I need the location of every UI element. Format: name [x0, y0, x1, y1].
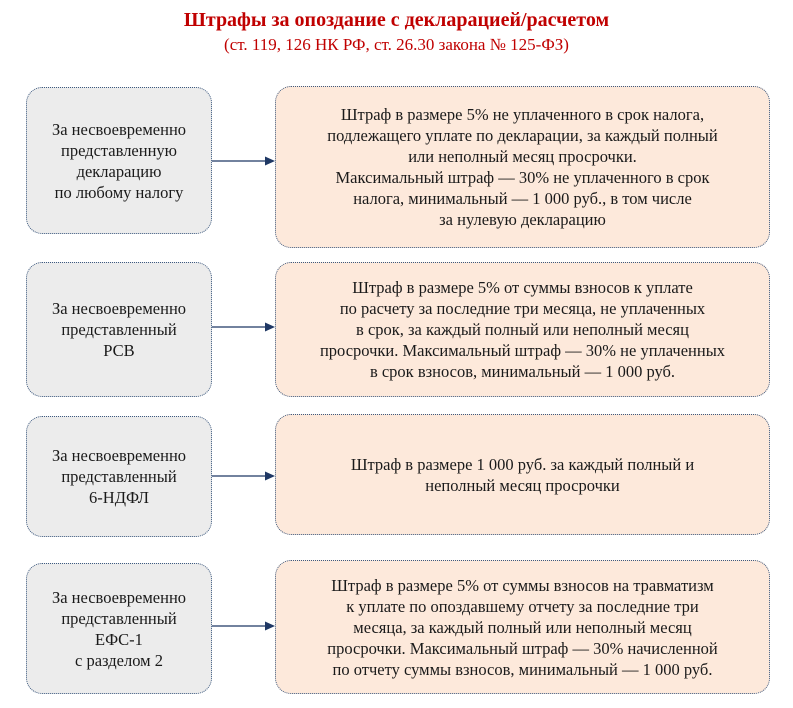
- penalty-text: Штраф в размере 5% не уплаченного в срок налога, подлежащего уплате по декларации, за каждый полный или неполный месяц просрочки. Максимальный штраф — 30% не уплаченного в срок налога, минимальный — 1 000 руб., в том числе за нулевую декларацию: [327, 105, 718, 229]
- arrow-connector: [212, 621, 275, 631]
- page-subtitle: (ст. 119, 126 НК РФ, ст. 26.30 закона № 125-ФЗ): [224, 35, 569, 54]
- violation-label: За несвоевременно представленный 6-НДФЛ: [51, 446, 187, 507]
- penalty-box-6ndfl: [275, 414, 770, 535]
- arrow-connector: [212, 471, 275, 481]
- violation-box-rsv: [26, 262, 212, 397]
- penalty-text: Штраф в размере 1 000 руб. за каждый полный и неполный месяц просрочки: [350, 454, 695, 495]
- violation-label: За несвоевременно представленный ЕФС-1 с разделом 2: [51, 587, 187, 670]
- page-title: Штрафы за опоздание с декларацией/расчетом: [183, 9, 610, 31]
- penalty-box-declaration: [275, 86, 770, 248]
- violation-box-6ndfl: [26, 416, 212, 537]
- penalty-text: Штраф в размере 5% от суммы взносов к уплате по расчету за последние три месяца, не уплаченных в срок, за каждый полный или неполный месяц просрочки. Максимальный штраф — 30% не уплаченных в срок взносов, минимальный — 1 000 руб.: [319, 278, 726, 381]
- penalty-box-rsv: [275, 262, 770, 397]
- violation-label: За несвоевременно представленную декларацию по любому налогу: [51, 119, 187, 202]
- violation-box-declaration: [26, 87, 212, 234]
- arrow-connector: [212, 322, 275, 332]
- violation-box-efs1: [26, 563, 212, 694]
- arrow-connector: [212, 156, 275, 166]
- penalty-box-efs1: [275, 560, 770, 694]
- violation-label: За несвоевременно представленный РСВ: [51, 299, 187, 360]
- penalty-text: Штраф в размере 5% от суммы взносов на травматизм к уплате по опоздавшему отчету за последние три месяца, за каждый полный или неполный месяц просрочки. Максимальный штраф — 30% начисленной по отчету суммы взносов, минимальный — 1 000 руб.: [327, 575, 718, 679]
